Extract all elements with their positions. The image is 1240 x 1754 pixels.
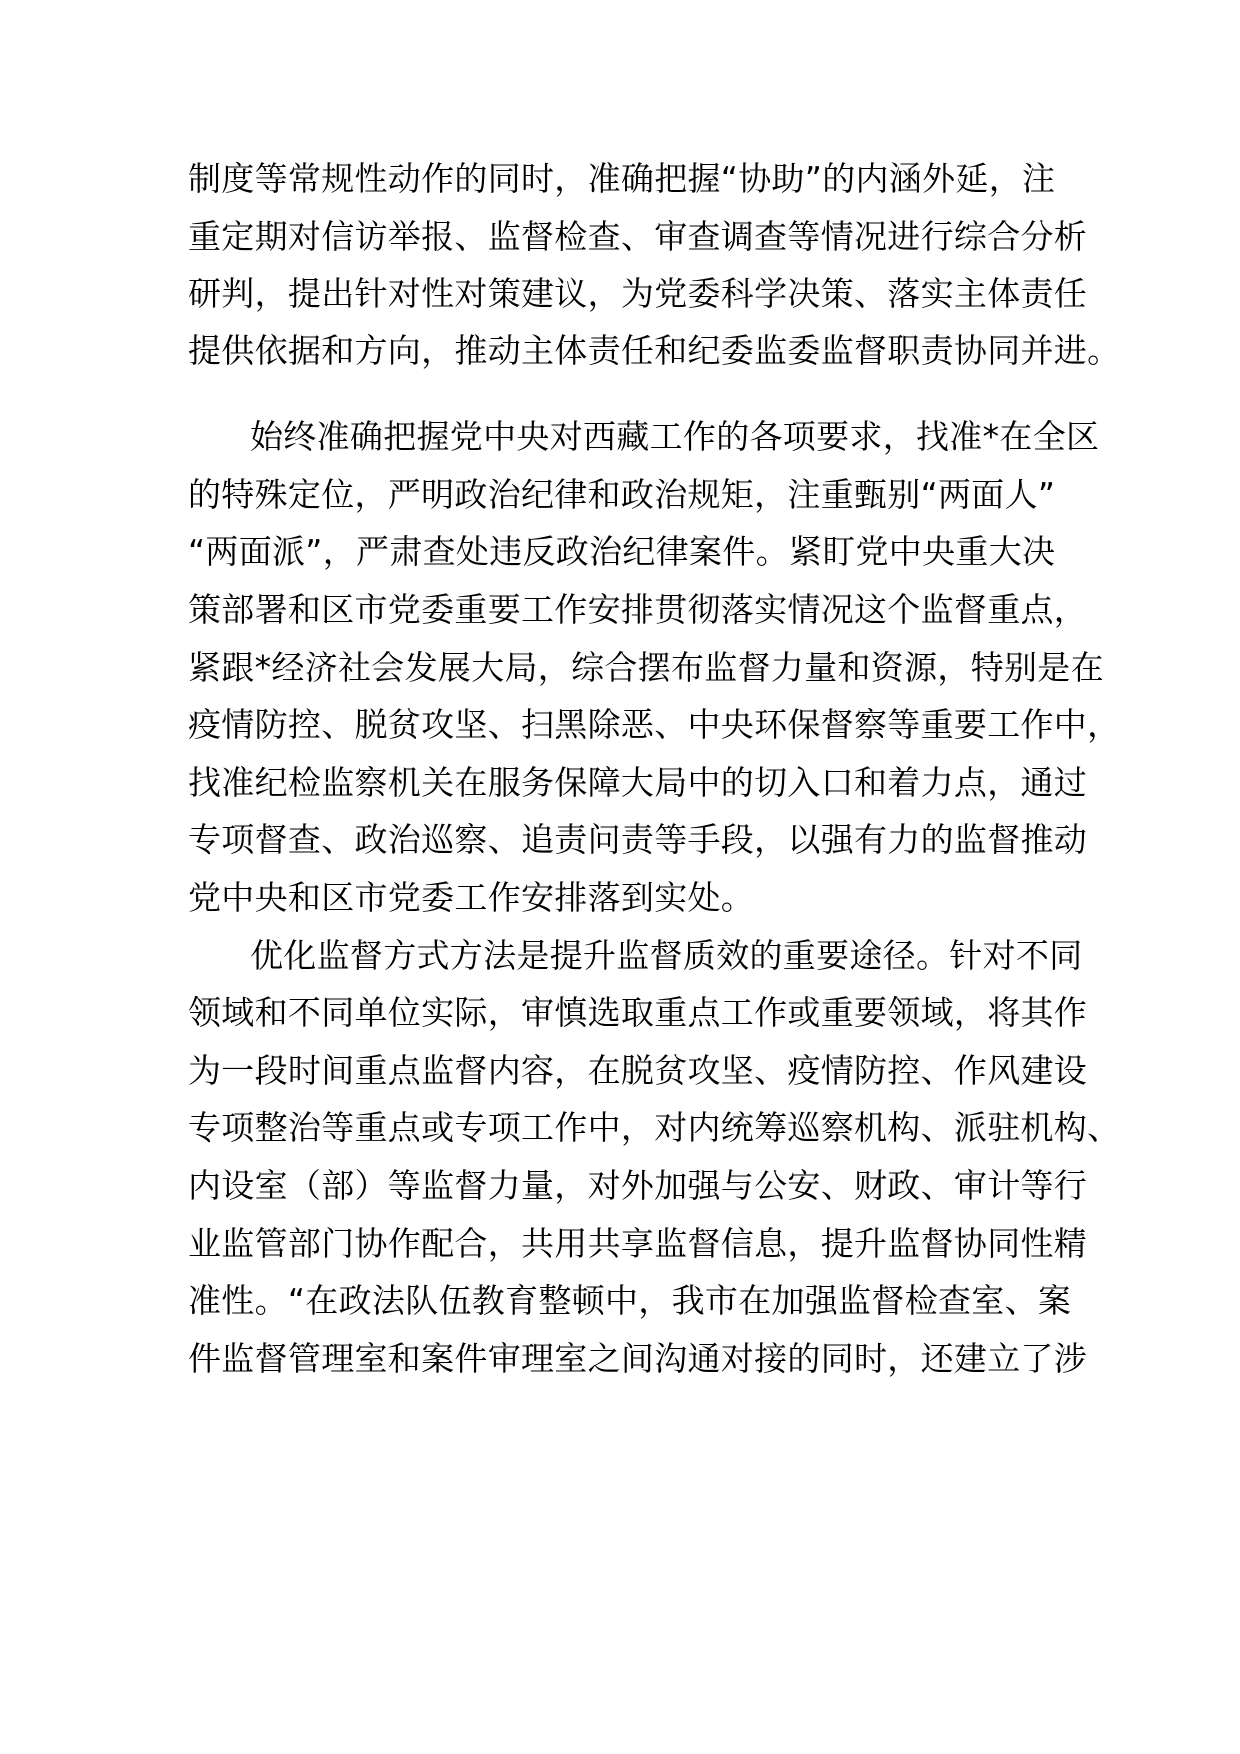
paragraph-line: 制度等常规性动作的同时，准确把握“协助”的内涵外延，注 — [188, 159, 1056, 198]
paragraph-line: 始终准确把握党中央对西藏工作的各项要求，找准*在全区 — [250, 417, 1100, 456]
paragraph-line: 策部署和区市党委重要工作安排贯彻落实情况这个监督重点， — [188, 590, 1088, 629]
paragraph-line: 疫情防控、脱贫攻坚、扫黑除恶、中央环保督察等重要工作中， — [188, 705, 1121, 744]
paragraph-line: 的特殊定位，严明政治纪律和政治规矩，注重甄别“两面人” — [188, 475, 1056, 514]
paragraph-line: 提供依据和方向，推动主体责任和纪委监委监督职责协同并进。 — [188, 331, 1121, 370]
paragraph-line: 重定期对信访举报、监督检查、审查调查等情况进行综合分析 — [188, 217, 1088, 256]
paragraph-line: 优化监督方式方法是提升监督质效的重要途径。针对不同 — [250, 936, 1083, 975]
paragraph-line: 专项督查、政治巡察、追责问责等手段，以强有力的监督推动 — [188, 820, 1088, 859]
paragraph-line: “两面派”，严肃查处违反政治纪律案件。紧盯党中央重大决 — [188, 532, 1056, 571]
paragraph-line: 内设室（部）等监督力量，对外加强与公安、财政、审计等行 — [188, 1166, 1088, 1205]
paragraph-line: 紧跟*经济社会发展大局，综合摆布监督力量和资源，特别是在 — [188, 648, 1104, 687]
paragraph-line: 领域和不同单位实际，审慎选取重点工作或重要领域，将其作 — [188, 993, 1088, 1032]
paragraph-line: 找准纪检监察机关在服务保障大局中的切入口和着力点，通过 — [188, 763, 1088, 802]
paragraph-line: 专项整治等重点或专项工作中，对内统筹巡察机构、派驻机构、 — [188, 1108, 1121, 1147]
paragraph-line: 业监管部门协作配合，共用共享监督信息，提升监督协同性精 — [188, 1224, 1088, 1263]
paragraph-line: 准性。“在政法队伍教育整顿中，我市在加强监督检查室、案 — [188, 1281, 1072, 1320]
paragraph-line: 党中央和区市党委工作安排落到实处。 — [188, 878, 755, 917]
paragraph-line: 研判，提出针对性对策建议，为党委科学决策、落实主体责任 — [188, 274, 1088, 313]
paragraph-line: 件监督管理室和案件审理室之间沟通对接的同时，还建立了涉 — [188, 1339, 1088, 1378]
paragraph-line: 为一段时间重点监督内容，在脱贫攻坚、疫情防控、作风建设 — [188, 1051, 1088, 1090]
